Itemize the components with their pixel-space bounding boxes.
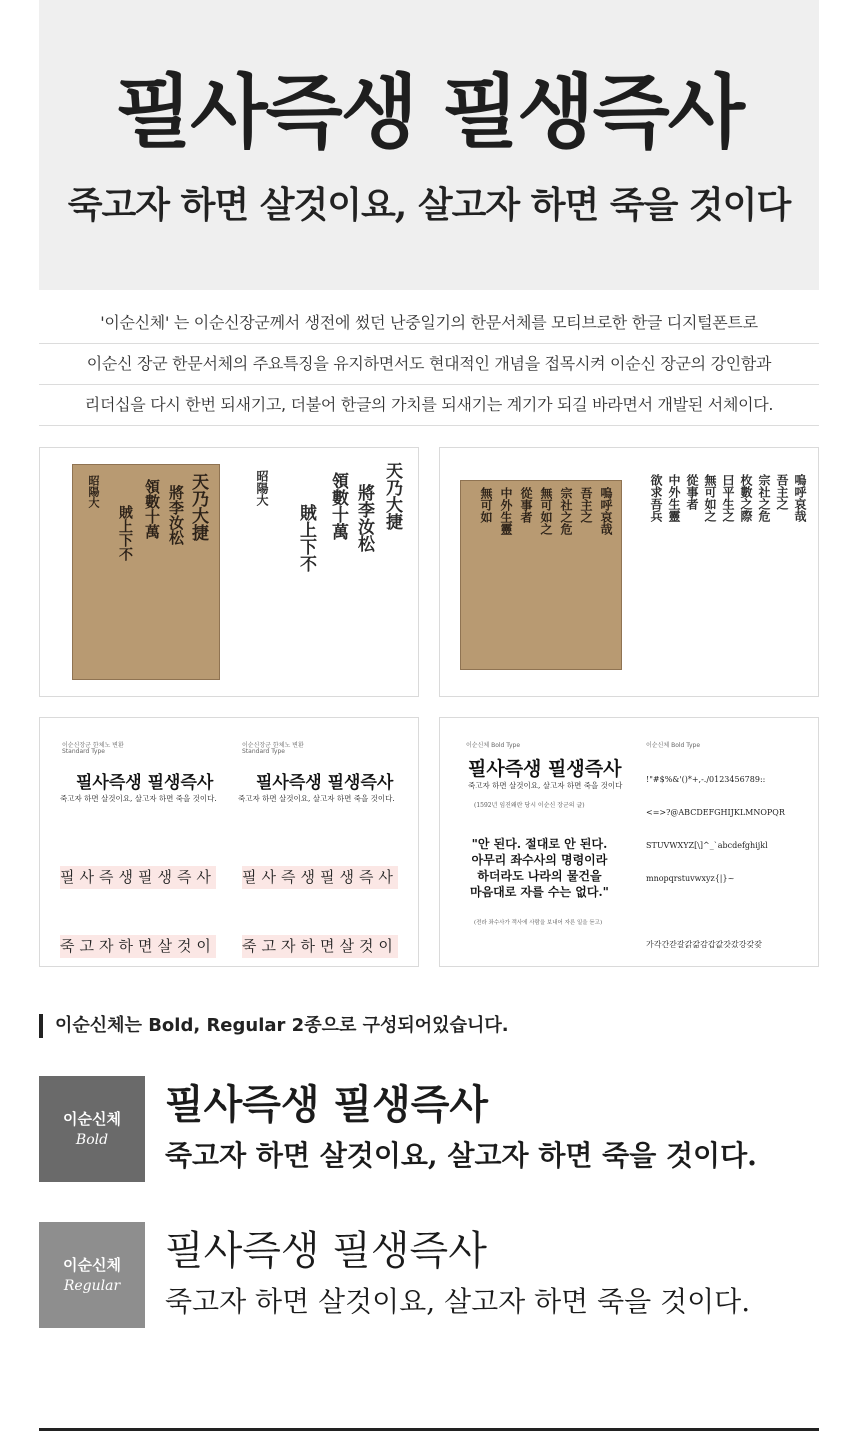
standard-type-specimen (39, 717, 419, 967)
manuscript-scan-image (72, 464, 220, 680)
specimen-charset (646, 752, 785, 967)
specimen-header-left-sub: Standard Type (62, 748, 105, 755)
bold-sample-title: 필사즉생 필생즉사 (165, 1081, 489, 1128)
regular-sample-title: 필사즉생 필생즉사 (165, 1228, 487, 1274)
intro-line-1: '이순신체' 는 이순신장군께서 생전에 썼던 난중일기의 한문서체를 모티브로한 한글 디지털폰트로 (39, 303, 819, 344)
specimen-grid-left (60, 820, 216, 967)
intro-line-3: 리더십을 다시 한번 되새기고, 더불어 한글의 가치를 되새기는 계기가 되길 바라면서 개발된 서체이다. (39, 385, 819, 426)
transcription-column: 嗚呼哀哉 (793, 474, 807, 522)
specimen-note: (1592년 임진왜란 당시 이순신 장군의 글) (474, 802, 585, 809)
manuscript-column: 天乃大捷 (188, 473, 208, 541)
charset-line: mnopqrstuvwxyz{|}~ (646, 874, 735, 883)
specimen-title-right: 필사즉생 필생즉사 (256, 773, 394, 793)
manuscript-column: 昭陽大 (87, 475, 100, 508)
manuscript-column: 中外生靈 (499, 487, 513, 535)
badge-font-name: 이순신체 (63, 1256, 121, 1274)
specimen-header-right: 이순신체 Bold Type (646, 742, 701, 749)
intro-description (39, 303, 819, 426)
hero-title: 필사즉생 필생즉사 (114, 65, 744, 159)
transcription-column: 宗社之危 (757, 474, 771, 522)
manuscript-column: 吾主之 (579, 487, 593, 523)
manuscript-column: 將李汝松 (167, 485, 185, 545)
manuscript-column: 領數十萬 (143, 479, 161, 539)
specimen-subtitle-right: 죽고자 하면 살것이요, 살고자 하면 죽을 것이다. (238, 794, 395, 803)
badge-font-name: 이순신체 (63, 1110, 121, 1128)
quote-line: 아무리 좌수사의 명령이라 (471, 853, 608, 867)
intro-line-2: 이순신 장군 한문서체의 주요특징을 유지하면서도 현대적인 개념을 접목시켜 이순신 장군의 강인함과 (39, 344, 819, 385)
specimen-footnote: (전라 좌수사가 객사에 사람을 보내어 자른 일을 듣고) (474, 920, 603, 926)
badge-weight-label: Bold (75, 1132, 109, 1148)
specimen-grid-right (242, 820, 398, 967)
charset-line (646, 906, 785, 917)
transcription-column: 欲求吾兵 (649, 474, 663, 522)
quote-line: 하더라도 나라의 물건을 (477, 869, 602, 883)
specimen-title-left: 필사즉생 필생즉사 (76, 773, 214, 793)
badge-weight-label: Regular (63, 1278, 121, 1294)
transcription-column: 吾主之 (775, 474, 789, 510)
transcription-column: 枚數之際 (739, 474, 753, 522)
regular-sample-subtitle: 죽고자 하면 살것이요, 살고자 하면 죽을 것이다. (165, 1285, 751, 1318)
charset-line: !"#$%&'()*+,-./0123456789:: (646, 775, 766, 784)
manuscript-panel-2 (439, 447, 819, 697)
charset-line: STUVWXYZ[\]^_`abcdefghijkl (646, 841, 768, 850)
manuscript-column: 賊上下不 (117, 505, 133, 561)
bold-weight-badge (39, 1076, 145, 1182)
transcription-column: 從事者 (685, 474, 699, 510)
manuscript-scan-image (460, 480, 622, 670)
manuscript-panel-1 (39, 447, 419, 697)
charset-line: <=>?@ABCDEFGHIJKLMNOPQR (646, 808, 785, 817)
regular-weight-badge (39, 1222, 145, 1328)
transcription-column: 昭陽大 (255, 470, 269, 506)
specimen-header: 이순신체 Bold Type (466, 742, 521, 749)
specimen-header-left: 이순신장군 한체노 변환 (62, 742, 124, 749)
transcription-column: 中外生靈 (667, 474, 681, 522)
grid-line: 필사즉생필생즉사 (242, 866, 398, 889)
transcription-column: 無可如之 (703, 474, 717, 522)
manuscript-column: 嗚呼哀哉 (599, 487, 613, 535)
grid-line: 죽고자하면살것이 (60, 935, 216, 958)
transcription-column: 領數十萬 (328, 472, 348, 540)
bold-type-specimen (439, 717, 819, 967)
weights-section-heading: 이순신체는 Bold, Regular 2종으로 구성되어있습니다. (39, 1014, 509, 1038)
grid-line: 죽고자하면살것이 (242, 935, 398, 958)
bold-sample-subtitle: 죽고자 하면 살것이요, 살고자 하면 죽을 것이다. (165, 1139, 757, 1172)
specimen-header-right-sub: Standard Type (242, 748, 285, 755)
manuscript-column: 從事者 (519, 487, 533, 523)
transcription-column: 曰平生之 (721, 474, 735, 522)
quote-line: 마음대로 자를 수는 없다." (470, 885, 609, 899)
specimen-header-right: 이순신장군 한체노 변환 (242, 742, 304, 749)
manuscript-column: 無可如之 (539, 487, 553, 535)
charset-line: 가각간갇갈갉갊감갑값갓갔강갖갗 (646, 940, 762, 949)
grid-line: 필사즉생필생즉사 (60, 866, 216, 889)
manuscript-column: 宗社之危 (559, 487, 573, 535)
transcription-column: 天乃大捷 (382, 462, 402, 530)
hero-subtitle: 죽고자 하면 살것이요, 살고자 하면 죽을 것이다 (67, 184, 791, 226)
quote-line: "안 된다. 절대로 안 된다. (471, 837, 608, 851)
transcription-column: 將李汝松 (354, 484, 374, 552)
specimen-subtitle-left: 죽고자 하면 살것이요, 살고자 하면 죽을 것이다. (60, 794, 217, 803)
manuscript-column: 無可如 (479, 487, 493, 523)
transcription-column: 賊上下不 (296, 504, 316, 572)
specimen-quote (470, 836, 609, 900)
specimen-subtitle: 죽고자 하면 살것이요, 살고자 하면 죽을 것이다 (468, 781, 623, 790)
hero-banner (39, 0, 819, 290)
specimen-title: 필사즉생 필생즉사 (468, 758, 622, 780)
